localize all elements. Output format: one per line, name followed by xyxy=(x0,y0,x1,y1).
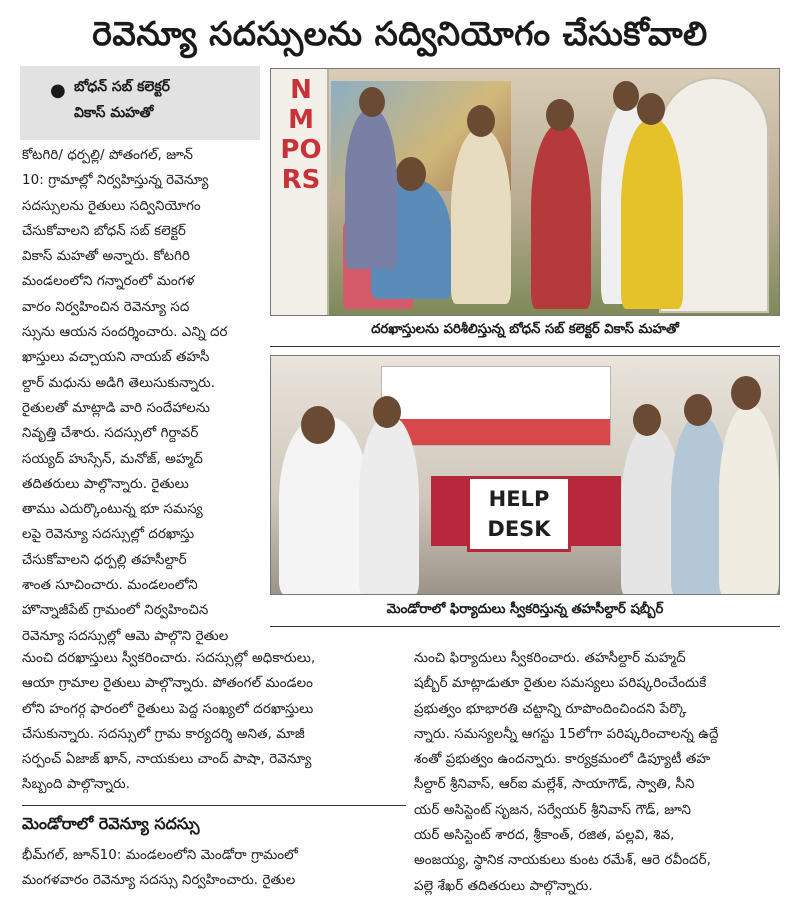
person-standing xyxy=(359,416,419,595)
person-head xyxy=(396,157,426,191)
person-head xyxy=(684,394,712,426)
body-paragraph: నుంచి దరఖాస్తులు స్వీకరించారు. సదస్సుల్లో అధికారులు, ఆయా గ్రామాల రైతులు పాల్గొన్నారు. పోతంగల్ మండలం లోని హంగర్గ ఫారంలో రైతులు పెద్ద సంఖ్యలో దరఖాస్తులు చేసుకున్నారు. సదస్సులో గ్రామ కార్యదర్శి అనిత, మాజీ సర్పంచ్ ఏజాజ్ ఖాన్, నాయకులు చాంద్ పాషా, రెవెన్యూ సిబ్బంది పాల్గొన్నారు. xyxy=(22,651,316,793)
person-head xyxy=(731,376,761,410)
person-standing xyxy=(451,129,511,304)
bullet-icon: ● xyxy=(50,80,66,101)
byline-name: వికాస్ మహతో xyxy=(74,105,154,121)
photo1-caption: దరఖాస్తులను పరిశీలిస్తున్న బోధన్ సబ్ కలెక్టర్ వికాస్ మహతో xyxy=(270,317,780,347)
byline-box xyxy=(20,66,260,140)
body-column-sub xyxy=(22,843,406,894)
body-column-wide xyxy=(22,646,406,798)
person-standing xyxy=(719,406,779,595)
person-head xyxy=(637,93,665,125)
person-head xyxy=(613,81,639,111)
banner-strip xyxy=(382,419,610,445)
photo-sub-collector xyxy=(270,68,780,316)
pillar-lettering: NMPORS xyxy=(280,75,322,195)
body-column-left xyxy=(22,143,260,649)
person-standing xyxy=(279,416,369,595)
person-head xyxy=(359,87,385,117)
help-desk-sign xyxy=(467,476,571,552)
body-paragraph: కోటగిరి/ ధర్పల్లి/ పోతంగల్, జూన్ 10: గ్రామాల్లో నిర్వహిస్తున్న రెవెన్యూ సదస్సులను రైతులు సద్వినియోగం చేసుకోవాలని బోధన్ సబ్ కలెక్టర్ వికాస్ మహతో అన్నారు. కోటగిరి మండలంలోని గన్నారంలో మంగళ వారం నిర్వహించిన రెవెన్యూ సద స్సును ఆయన సందర్శించారు. ఎన్ని దర ఖాస్తులు వచ్చాయని నాయబ్ తహసీ ల్దార్ మధును అడిగి తెలుసుకున్నారు. రైతులతో మాట్లాడి వారి సందేహాలను నివృత్తి చేశారు. సదస్సులో గిర్దావర్ సయ్యద్ హుస్సేన్, మనోజ్, అహ్మద్ తదితరులు పాల్గొన్నారు. రైతులు తాము ఎదుర్కొంటున్న భూ సమస్య లపై రెవెన్యూ సదస్సుల్లో దరఖాస్తు చేసుకోవాలని ధర్పల్లి తహసీల్దార్ శాంత సూచించారు. మండలంలోని హొన్నాజీపేట్ గ్రామంలో నిర్వహించిన రెవెన్యూ సదస్సుల్లో ఆమె పాల్గొని రైతుల xyxy=(22,148,229,644)
photo2-caption: మెండోరాలో ఫిర్యాదులు స్వీకరిస్తున్న తహసీల్దార్ షబ్బీర్ xyxy=(270,597,780,627)
person-head xyxy=(301,406,335,444)
school-pillar xyxy=(271,69,329,316)
person-standing xyxy=(621,119,683,309)
person-head xyxy=(373,396,401,428)
help-desk-line2: DESK xyxy=(487,517,551,541)
person-standing xyxy=(345,109,397,269)
photo-help-desk xyxy=(270,355,780,595)
event-banner xyxy=(381,366,611,446)
body-column-right xyxy=(414,646,780,899)
person-head xyxy=(546,99,574,131)
subheading: మెండోరాలో రెవెన్యూ సదస్సు xyxy=(22,805,406,841)
headline: రెవెన్యూ సదస్సులను సద్వినియోగం చేసుకోవాలి xyxy=(92,14,708,53)
body-paragraph: భీమ్‌గల్, జూన్10: మండలంలోని మెండోరా గ్రామంలో మంగళవారం రెవెన్యూ సదస్సు నిర్వహించారు. రైతుల xyxy=(22,848,299,889)
body-paragraph: నుంచి ఫిర్యాదులు స్వీకరించారు. తహసీల్దార్ మహ్మద్ షబ్బీర్ మాట్లాడుతూ రైతుల సమస్యలు పరిష్కరించేందుకే ప్రభుత్వం భూభారతి చట్టాన్ని రూపొందించిందని పేర్కొ న్నారు. సమస్యలన్నీ ఆగస్టు 15లోగా పరిష్కరించాలన్న ఉద్దే శంతో ప్రభుత్వం ఉందన్నారు. కార్యక్రమంలో డిప్యూటీ తహ సీల్దార్ శ్రీనివాస్, ఆర్ఐ మల్లేశ్, సాయాగౌడ్, స్వాతి, సీని యర్ అసిస్టెంట్ సృజన, సర్వేయర్ శ్రీనివాస్ గౌడ్, జూని యర్ అసిస్టెంట్ శారద, శ్రీకాంత్, రజిత, పల్లవి, శివ, అంజయ్య, స్థానిక నాయకులు కుంట రమేశ్, ఆరె రవీందర్, పల్లె శేఖర్ తదితరులు పాల్గొన్నారు. xyxy=(414,651,719,894)
help-desk-line1: HELP xyxy=(488,487,550,511)
person-head xyxy=(633,404,661,436)
person-head xyxy=(467,105,495,137)
byline-title: బోధన్ సబ్ కలెక్టర్ xyxy=(74,79,170,95)
person-standing xyxy=(531,124,591,309)
